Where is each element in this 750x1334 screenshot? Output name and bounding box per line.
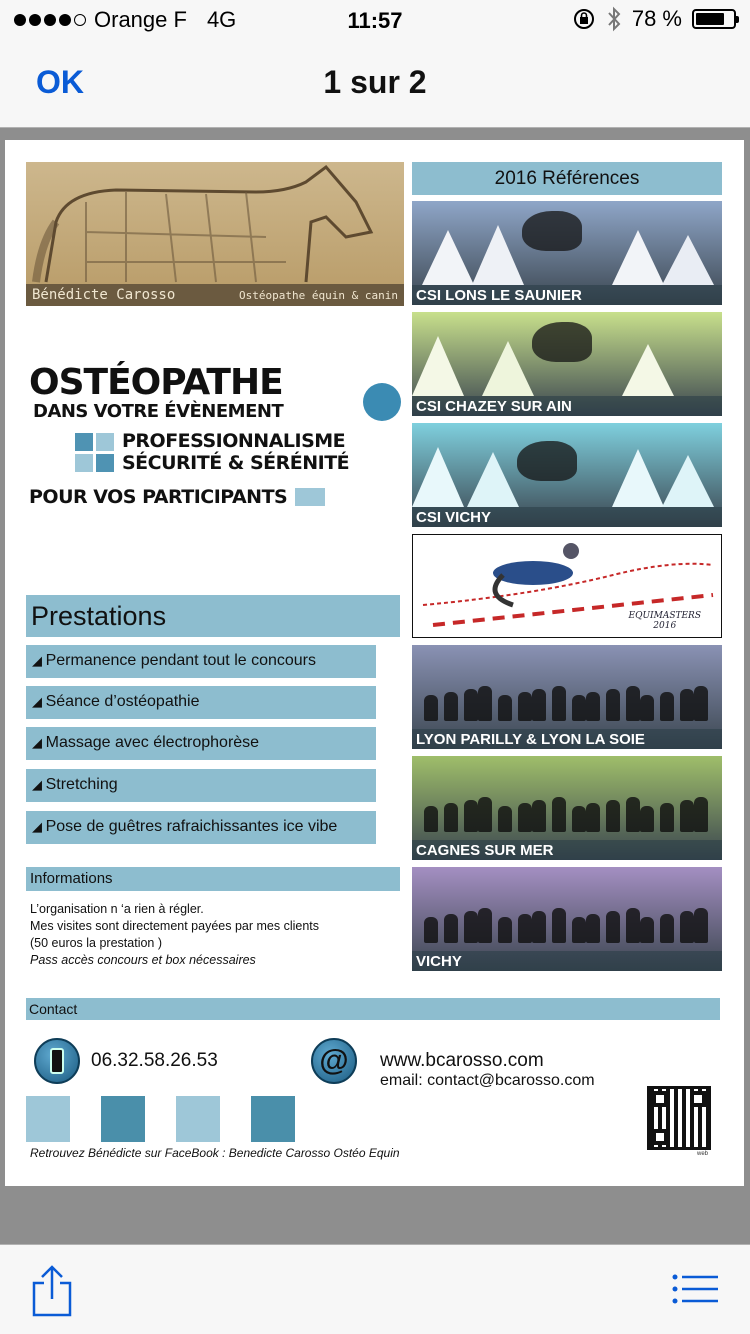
signal-strength-icon bbox=[14, 14, 86, 26]
reference-image-lyon bbox=[412, 645, 722, 749]
horse-silhouette bbox=[532, 911, 546, 943]
prestations-title: Prestations bbox=[26, 595, 400, 637]
rotation-lock-icon bbox=[572, 7, 596, 31]
contact-title: Contact bbox=[26, 998, 720, 1020]
reference-label: CSI LONS LE SAUNIER bbox=[412, 285, 722, 305]
reference-label: CAGNES SUR MER bbox=[412, 840, 722, 860]
slogan-line-1: OSTÉOPATHE bbox=[29, 362, 283, 403]
horse-silhouette bbox=[518, 692, 532, 721]
horse-silhouette bbox=[424, 917, 438, 943]
navigation-bar bbox=[0, 40, 750, 128]
prestation-item: ◢ Permanence pendant tout le concours bbox=[26, 645, 376, 678]
horse-silhouette bbox=[518, 914, 532, 943]
horse-silhouette bbox=[586, 692, 600, 721]
horse-silhouette bbox=[640, 695, 654, 721]
reference-image-cagnes bbox=[412, 756, 722, 860]
horse-silhouette bbox=[478, 797, 492, 832]
slogan-line-2: DANS VOTRE ÉVÈNEMENT bbox=[33, 401, 284, 422]
decorative-squares bbox=[75, 433, 114, 472]
list-icon[interactable] bbox=[672, 1273, 718, 1305]
slogan-line-4: SÉCURITÉ & SÉRÉNITÉ bbox=[122, 452, 350, 474]
reference-label: CSI VICHY bbox=[412, 507, 722, 527]
horse-silhouette bbox=[606, 689, 620, 721]
logo bbox=[26, 162, 404, 306]
horse-silhouette bbox=[660, 914, 674, 943]
info-line: (50 euros la prestation ) bbox=[30, 936, 163, 950]
horse-silhouette bbox=[660, 692, 674, 721]
horse-silhouette bbox=[626, 797, 640, 832]
horse-silhouette bbox=[552, 797, 566, 832]
equimasters-year: 2016 bbox=[653, 621, 677, 631]
horse-silhouette bbox=[478, 908, 492, 943]
reference-label: CSI CHAZEY SUR AIN bbox=[412, 396, 722, 416]
qr-code bbox=[647, 1086, 711, 1150]
equimasters-name: EQUIMASTERS bbox=[628, 611, 701, 621]
horse-silhouette bbox=[626, 908, 640, 943]
network-type: 4G bbox=[206, 7, 237, 32]
carrier-name: Orange F bbox=[94, 7, 187, 32]
horse-silhouette bbox=[444, 692, 458, 721]
page-counter: 1 sur 2 bbox=[323, 64, 427, 100]
horse-silhouette bbox=[498, 695, 512, 721]
horse-silhouette bbox=[680, 800, 694, 832]
horse-silhouette bbox=[680, 689, 694, 721]
email-link[interactable]: email: contact@bcarosso.com bbox=[380, 1072, 595, 1089]
horse-silhouette bbox=[424, 806, 438, 832]
decorative-dot bbox=[363, 383, 401, 421]
horse-silhouette bbox=[464, 800, 478, 832]
decorative-square bbox=[295, 488, 325, 506]
info-line: Pass accès concours et box nécessaires bbox=[30, 953, 256, 967]
informations-title: Informations bbox=[26, 867, 400, 891]
prestation-item: ◢ Stretching bbox=[26, 769, 376, 802]
horse-silhouette bbox=[572, 917, 586, 943]
share-icon[interactable] bbox=[30, 1265, 74, 1317]
horse-silhouette bbox=[478, 686, 492, 721]
horse-silhouette bbox=[498, 917, 512, 943]
horse-silhouette bbox=[606, 800, 620, 832]
bottom-toolbar bbox=[0, 1244, 750, 1334]
logo-subtitle: Ostéopathe équin & canin bbox=[239, 288, 398, 302]
horse-silhouette bbox=[532, 800, 546, 832]
horse-silhouette bbox=[586, 914, 600, 943]
phone-number[interactable]: 06.32.58.26.53 bbox=[91, 1050, 218, 1071]
facebook-note: Retrouvez Bénédicte sur FaceBook : Benedicte Carosso Ostéo Equin bbox=[30, 1146, 400, 1160]
horse-silhouette bbox=[572, 695, 586, 721]
info-line: Mes visites sont directement payées par mes clients bbox=[30, 919, 320, 933]
prestation-item: ◢ Séance d’ostéopathie bbox=[26, 686, 376, 719]
horse-drawing-icon bbox=[26, 162, 404, 284]
info-line: L’organisation n ‘a rien à régler. bbox=[30, 902, 204, 916]
horse-silhouette bbox=[532, 689, 546, 721]
slogan bbox=[29, 362, 409, 508]
horse-silhouette bbox=[606, 911, 620, 943]
horse-silhouette bbox=[464, 689, 478, 721]
horse-silhouette bbox=[464, 911, 478, 943]
horse-silhouette bbox=[518, 803, 532, 832]
document-page[interactable] bbox=[5, 140, 744, 1186]
reference-image-vichy bbox=[412, 867, 722, 971]
horse-silhouette bbox=[694, 908, 708, 943]
bluetooth-icon bbox=[606, 6, 622, 32]
horse-silhouette bbox=[694, 797, 708, 832]
horse-silhouette bbox=[640, 917, 654, 943]
status-bar bbox=[0, 0, 750, 40]
horse-silhouette bbox=[660, 803, 674, 832]
references-title: 2016 Références bbox=[412, 162, 722, 195]
battery-percent: 78 % bbox=[631, 6, 682, 31]
horse-silhouette bbox=[444, 803, 458, 832]
qr-caption: web bbox=[697, 1151, 709, 1157]
horse-silhouette bbox=[680, 911, 694, 943]
horse-silhouette bbox=[640, 806, 654, 832]
equimasters-logo bbox=[412, 534, 722, 638]
reference-label: LYON PARILLY & LYON LA SOIE bbox=[412, 729, 722, 749]
horse-silhouette bbox=[552, 686, 566, 721]
horse-silhouette bbox=[424, 695, 438, 721]
prestation-item: ◢ Massage avec électrophorèse bbox=[26, 727, 376, 760]
phone-icon bbox=[34, 1038, 80, 1084]
slogan-line-3: PROFESSIONNALISME bbox=[122, 430, 346, 452]
horse-silhouette bbox=[444, 914, 458, 943]
prestation-item: ◢ Pose de guêtres rafraichissantes ice vibe bbox=[26, 811, 376, 844]
reference-image-chazey bbox=[412, 312, 722, 416]
horse-silhouette bbox=[552, 908, 566, 943]
informations-text bbox=[30, 901, 319, 969]
website-link[interactable]: www.bcarosso.com bbox=[380, 1050, 544, 1071]
horse-silhouette bbox=[626, 686, 640, 721]
email-at-icon: @ bbox=[311, 1038, 357, 1084]
horse-silhouette bbox=[586, 803, 600, 832]
clock: 11:57 bbox=[347, 8, 403, 33]
battery-icon bbox=[692, 9, 736, 29]
reference-image-csi-vichy bbox=[412, 423, 722, 527]
ok-button[interactable]: OK bbox=[36, 64, 84, 100]
horse-silhouette bbox=[694, 686, 708, 721]
reference-label: VICHY bbox=[412, 951, 722, 971]
logo-name: Bénédicte Carosso bbox=[32, 287, 176, 303]
decorative-squares-row bbox=[26, 1096, 306, 1142]
horse-silhouette bbox=[572, 806, 586, 832]
slogan-line-5: POUR VOS PARTICIPANTS bbox=[29, 486, 288, 508]
reference-image-lons bbox=[412, 201, 722, 305]
horse-silhouette bbox=[498, 806, 512, 832]
